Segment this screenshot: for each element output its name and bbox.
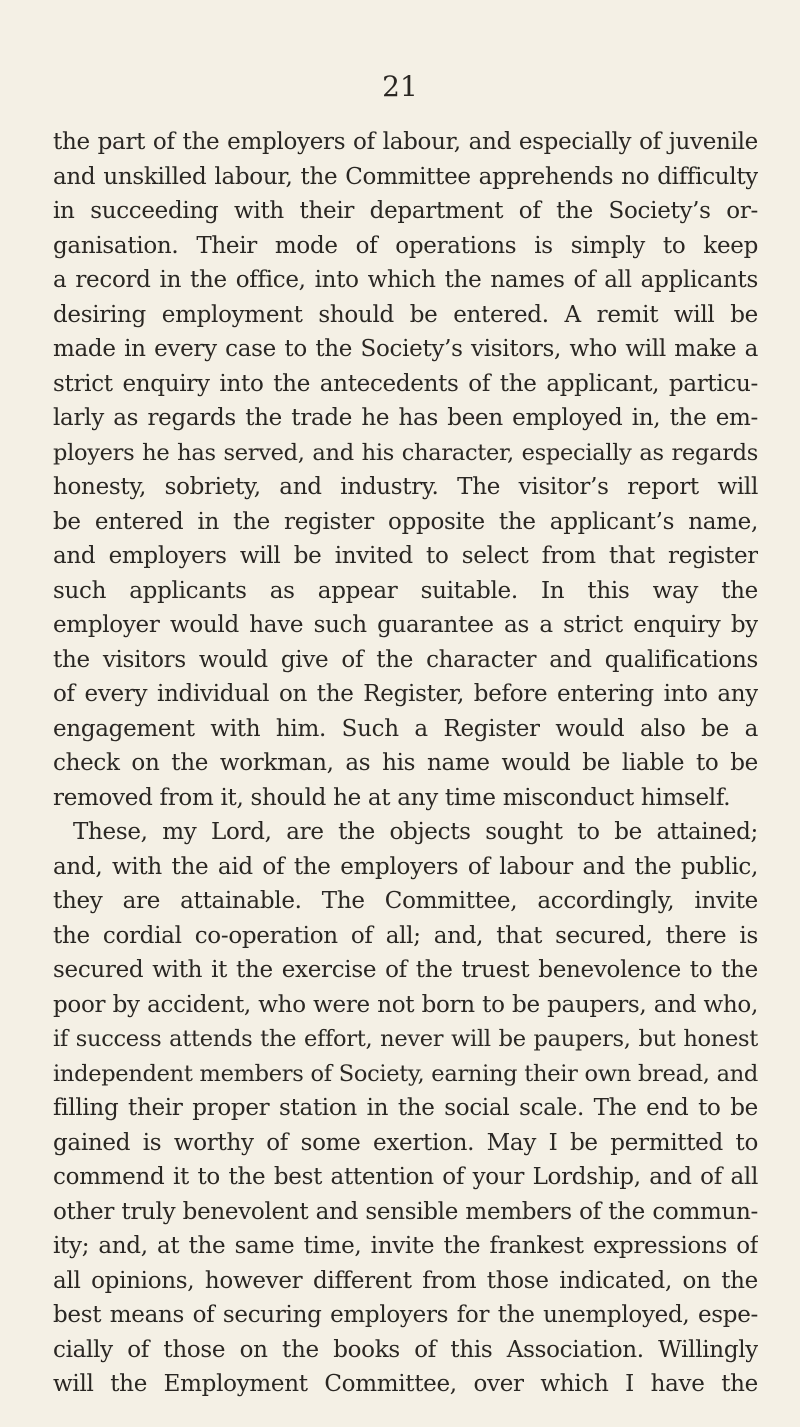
text-line: gained is worthy of some exertion. May I be permitted to [53,1129,758,1156]
text-line: they are attainable. The Committee, accordingly, invite [53,888,758,914]
text-line: cially of those on the books of this Association. Willingly [53,1336,758,1363]
text-line: and unskilled labour, the Committee apprehends no difficulty [53,163,758,190]
text-line: if success attends the effort, never will be paupers, but honest [53,1026,758,1052]
text-line: These, my Lord, are the objects sought to be attained; [73,819,758,845]
text-line: ployers he has served, and his character, especially as regards [53,439,758,466]
text-line: larly as regards the trade he has been employed in, the em- [53,405,758,431]
text-line: in succeeding with their department of the Society’s or- [53,198,758,224]
text-line: best means of securing employers for the unemployed, espe- [53,1302,758,1328]
text-line: filling their proper station in the social scale. The end to be [53,1095,758,1121]
text-line: such applicants as appear suitable. In this way the [53,577,758,604]
body-text [53,125,758,1402]
text-line: the part of the employers of labour, and especially of juvenile [53,129,758,155]
text-line: independent members of Society, earning their own bread, and [53,1060,758,1087]
text-line: a record in the office, into which the names of all applicants [53,267,758,293]
text-line: ity; and, at the same time, invite the frankest expressions of [53,1233,758,1259]
text-line: all opinions, however different from those indicated, on the [53,1267,758,1294]
text-line: poor by accident, who were not born to be paupers, and who, [53,991,758,1018]
text-line: check on the workman, as his name would be liable to be [53,750,758,776]
text-line: honesty, sobriety, and industry. The visitor’s report will [53,474,758,500]
text-line: strict enquiry into the antecedents of the applicant, particu- [53,370,758,397]
text-line: other truly benevolent and sensible members of the commun- [53,1198,758,1225]
text-line: the cordial co-operation of all; and, that secured, there is [53,922,758,949]
text-line: employer would have such guarantee as a strict enquiry by [53,612,758,638]
page-number: 21 [382,70,418,103]
text-line: of every individual on the Register, before entering into any [53,681,758,707]
text-line: will the Employment Committee, over which I have the [53,1371,758,1397]
text-line: secured with it the exercise of the truest benevolence to the [53,957,758,983]
text-line: ganisation. Their mode of operations is simply to keep [53,232,758,259]
text-line: desiring employment should be entered. A remit will be [53,301,758,328]
text-line: removed from it, should he at any time misconduct himself. [53,784,731,811]
text-line: and, with the aid of the employers of labour and the public, [53,853,758,880]
text-line: and employers will be invited to select from that register [53,543,758,569]
text-line: made in every case to the Society’s visitors, who will make a [53,336,758,362]
text-line: be entered in the register opposite the applicant’s name, [53,508,758,535]
text-line: commend it to the best attention of your Lordship, and of all [53,1164,758,1190]
text-line: the visitors would give of the character and qualifications [53,646,758,673]
text-line: engagement with him. Such a Register would also be a [53,715,758,742]
